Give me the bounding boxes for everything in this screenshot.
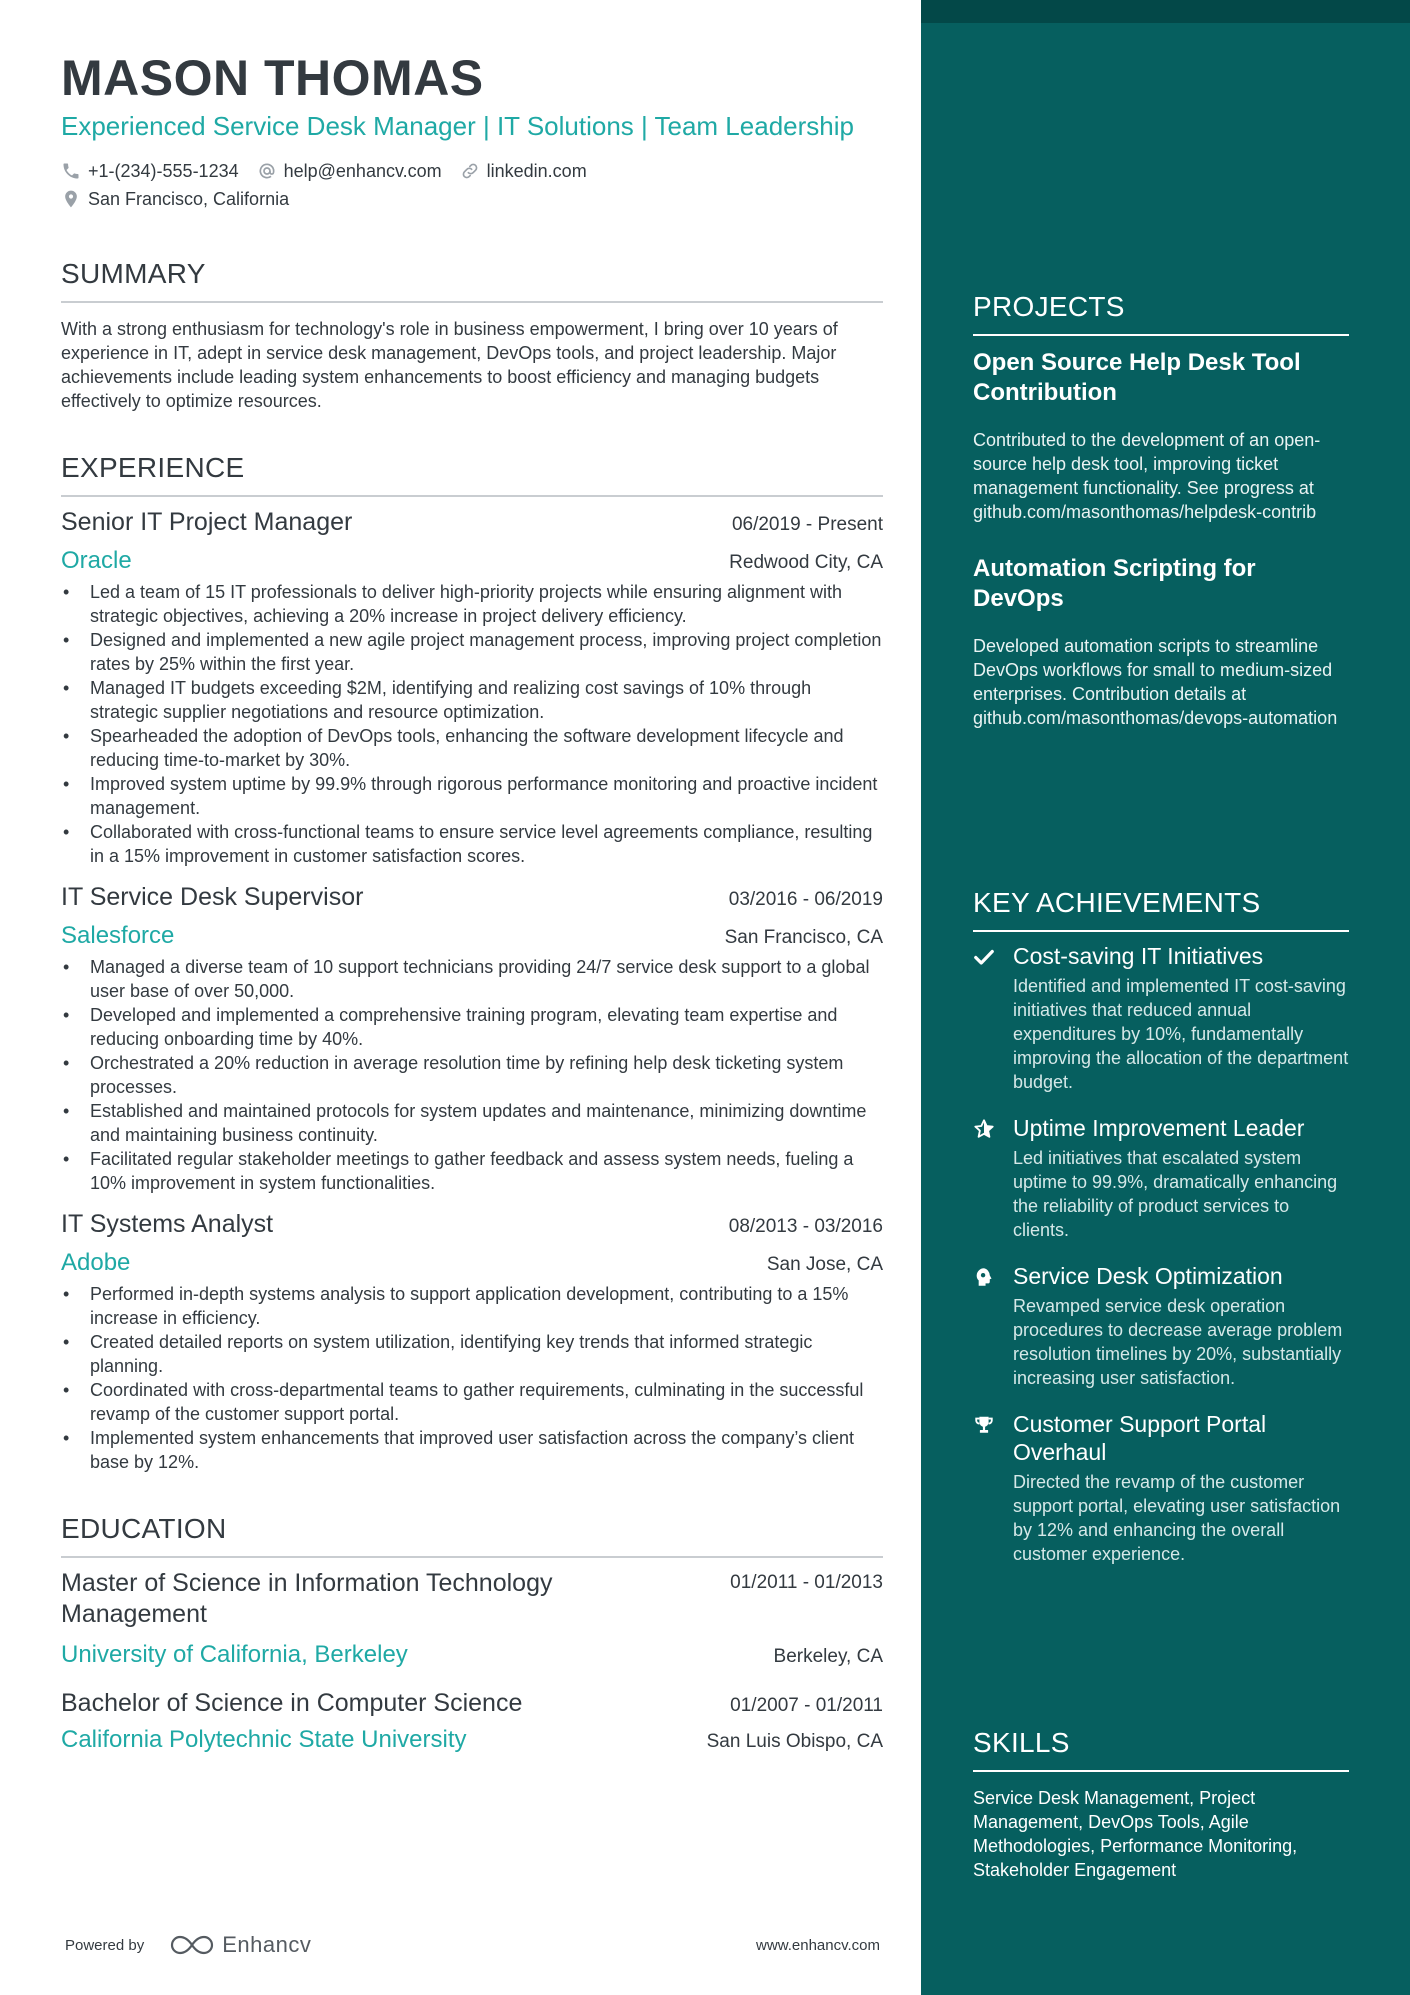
job-title: IT Service Desk Supervisor xyxy=(61,883,364,911)
education-section xyxy=(61,1512,883,1755)
skills-section xyxy=(973,1726,1349,1882)
experience-title: EXPERIENCE xyxy=(61,452,245,483)
email-text[interactable]: help@enhancv.com xyxy=(283,160,442,181)
head-icon xyxy=(973,1266,995,1288)
school-name: California Polytechnic State University xyxy=(61,1726,467,1753)
section-divider xyxy=(61,495,883,497)
footer xyxy=(65,1930,880,1960)
achievements-section xyxy=(973,886,1349,1566)
summary-title: SUMMARY xyxy=(61,258,206,289)
job-bullets xyxy=(61,955,883,1195)
job-location: San Jose, CA xyxy=(766,1254,883,1275)
bullet-item: • Managed IT budgets exceeding $2M, identifying and realizing cost savings of 10% through strategic supplier negotiations and resource optimization. xyxy=(61,676,883,724)
email-contact[interactable] xyxy=(257,161,442,182)
education-dates: 01/2007 - 01/2011 xyxy=(730,1695,883,1716)
contact-info xyxy=(61,157,883,213)
achievement-title: Cost-saving IT Initiatives xyxy=(1013,943,1264,969)
education-entry xyxy=(61,1568,883,1670)
achievements-title: KEY ACHIEVEMENTS xyxy=(973,887,1261,918)
achievement-title: Uptime Improvement Leader xyxy=(1013,1115,1305,1141)
skills-text: Service Desk Management, Project Management, DevOps Tools, Agile Methodologies, Performance Monitoring, Stakeholder Engagement xyxy=(973,1788,1298,1880)
bullet-item: • Coordinated with cross-departmental teams to gather requirements, culminating in the successful revamp of the customer support portal. xyxy=(61,1378,883,1426)
education-title: EDUCATION xyxy=(61,1513,227,1544)
education-location: Berkeley, CA xyxy=(773,1646,883,1667)
trophy-icon xyxy=(973,1414,995,1436)
section-divider xyxy=(61,1556,883,1558)
sidebar-top-band xyxy=(921,0,1410,23)
summary-section xyxy=(61,257,883,413)
job-location: Redwood City, CA xyxy=(729,552,883,573)
project-title: Automation Scripting for DevOps xyxy=(973,555,1256,612)
projects-section xyxy=(973,290,1349,730)
achievement-description: Directed the revamp of the customer support portal, elevating user satisfaction by 12% and enhancing the overall customer experience. xyxy=(1013,1472,1341,1564)
project-entry xyxy=(973,348,1349,524)
job-bullets xyxy=(61,1282,883,1474)
experience-section xyxy=(61,451,883,1474)
bullet-item: • Implemented system enhancements that improved user satisfaction across the company’s client base by 12%. xyxy=(61,1426,883,1474)
job-title: IT Systems Analyst xyxy=(61,1210,274,1238)
bullet-item: • Facilitated regular stakeholder meetings to gather feedback and assess system needs, fueling a 10% improvement in system functionalities. xyxy=(61,1147,883,1195)
degree-title: Bachelor of Science in Computer Science xyxy=(61,1689,523,1717)
company-name: Oracle xyxy=(61,547,132,574)
projects-title: PROJECTS xyxy=(973,291,1125,322)
bullet-item: • Improved system uptime by 99.9% through rigorous performance monitoring and proactive incident management. xyxy=(61,772,883,820)
job-dates: 08/2013 - 03/2016 xyxy=(728,1216,883,1237)
achievement-description: Identified and implemented IT cost-saving initiatives that reduced annual expenditures by 10%, fundamentally improving the allocation of the department budget. xyxy=(1013,976,1349,1092)
at-icon xyxy=(257,161,277,181)
section-divider xyxy=(973,1770,1349,1772)
achievement-entry xyxy=(973,1262,1349,1390)
bullet-item: • Managed a diverse team of 10 support technicians providing 24/7 service desk support to a global user base of over 50,000. xyxy=(61,955,883,1003)
phone-contact xyxy=(61,161,239,182)
candidate-headline: Experienced Service Desk Manager | IT Solutions | Team Leadership xyxy=(61,111,854,141)
phone-icon xyxy=(61,161,81,181)
section-divider xyxy=(61,301,883,303)
brand-name: Enhancv xyxy=(222,1932,312,1957)
phone-text: +1-(234)-555-1234 xyxy=(88,160,239,181)
location-contact xyxy=(61,189,289,210)
achievement-description: Led initiatives that escalated system uptime to 99.9%, dramatically enhancing the reliability of product services to clients. xyxy=(1013,1148,1338,1240)
section-divider xyxy=(973,930,1349,932)
bullet-item: • Developed and implemented a comprehensive training program, elevating team expertise and reducing onboarding time by 40%. xyxy=(61,1003,883,1051)
company-name: Salesforce xyxy=(61,922,175,949)
job-entry xyxy=(61,882,883,1195)
education-location: San Luis Obispo, CA xyxy=(706,1731,883,1752)
star-icon xyxy=(973,1118,995,1140)
enhancv-logo-icon xyxy=(170,1933,216,1957)
achievement-title: Customer Support Portal Overhaul xyxy=(1013,1411,1267,1465)
project-description: Developed automation scripts to streamline DevOps workflows for small to medium-sized enterprises. Contribution details at github.com/masonthomas/devops-automation xyxy=(973,636,1338,728)
main-column xyxy=(61,50,883,1755)
project-entry xyxy=(973,554,1349,730)
website-link[interactable]: www.enhancv.com xyxy=(756,1936,880,1954)
bullet-item: • Performed in-depth systems analysis to support application development, contributing to a 15% increase in efficiency. xyxy=(61,1282,883,1330)
enhancv-logo[interactable] xyxy=(170,1932,311,1958)
education-entry xyxy=(61,1688,883,1755)
candidate-name: MASON THOMAS xyxy=(61,50,484,106)
project-description: Contributed to the development of an open-source help desk tool, improving ticket management functionality. See progress at github.com/masonthomas/helpdesk-contrib xyxy=(973,430,1321,522)
job-dates: 03/2016 - 06/2019 xyxy=(728,889,883,910)
job-dates: 06/2019 - Present xyxy=(731,514,883,535)
school-name: University of California, Berkeley xyxy=(61,1641,408,1668)
bullet-item: • Led a team of 15 IT professionals to deliver high-priority projects while ensuring alignment with strategic objectives, achieving a 20% increase in project delivery efficiency. xyxy=(61,580,883,628)
check-icon xyxy=(973,946,995,968)
job-location: San Francisco, CA xyxy=(724,927,883,948)
linkedin-text[interactable]: linkedin.com xyxy=(486,160,587,181)
achievement-entry xyxy=(973,942,1349,1094)
link-icon xyxy=(460,161,480,181)
bullet-item: • Created detailed reports on system utilization, identifying key trends that informed strategic planning. xyxy=(61,1330,883,1378)
skills-title: SKILLS xyxy=(973,1727,1070,1758)
job-bullets xyxy=(61,580,883,868)
education-dates: 01/2011 - 01/2013 xyxy=(730,1572,883,1593)
job-title: Senior IT Project Manager xyxy=(61,508,353,536)
linkedin-contact[interactable] xyxy=(460,161,587,182)
powered-by-text: Powered by xyxy=(65,1936,145,1954)
degree-title: Master of Science in Information Technology Management xyxy=(61,1569,553,1628)
location-text: San Francisco, California xyxy=(88,188,290,209)
achievement-entry xyxy=(973,1410,1349,1566)
bullet-item: • Spearheaded the adoption of DevOps tools, enhancing the software development lifecycle and reducing time-to-market by 30%. xyxy=(61,724,883,772)
job-entry xyxy=(61,507,883,868)
company-name: Adobe xyxy=(61,1249,131,1276)
bullet-item: • Orchestrated a 20% reduction in average resolution time by refining help desk ticketing system processes. xyxy=(61,1051,883,1099)
achievement-title: Service Desk Optimization xyxy=(1013,1263,1283,1289)
job-entry xyxy=(61,1209,883,1474)
section-divider xyxy=(973,334,1349,336)
bullet-item: • Collaborated with cross-functional teams to ensure service level agreements compliance, resulting in a 15% improvement in customer satisfaction scores. xyxy=(61,820,883,868)
achievement-entry xyxy=(973,1114,1349,1242)
bullet-item: • Established and maintained protocols for system updates and maintenance, minimizing downtime and maintaining business continuity. xyxy=(61,1099,883,1147)
bullet-item: • Designed and implemented a new agile project management process, improving project completion rates by 25% within the first year. xyxy=(61,628,883,676)
location-pin-icon xyxy=(61,189,81,209)
summary-text: With a strong enthusiasm for technology's role in business empowerment, I bring over 10 years of experience in IT, adept in service desk management, DevOps tools, and project leadership. Major achievements include leading system enhancements to boost efficiency and managing budgets effectively to optimize resources. xyxy=(61,319,838,411)
achievement-description: Revamped service desk operation procedures to decrease average problem resolution timelines by 20%, substantially increasing user satisfaction. xyxy=(1013,1296,1343,1388)
project-title: Open Source Help Desk Tool Contribution xyxy=(973,349,1301,406)
